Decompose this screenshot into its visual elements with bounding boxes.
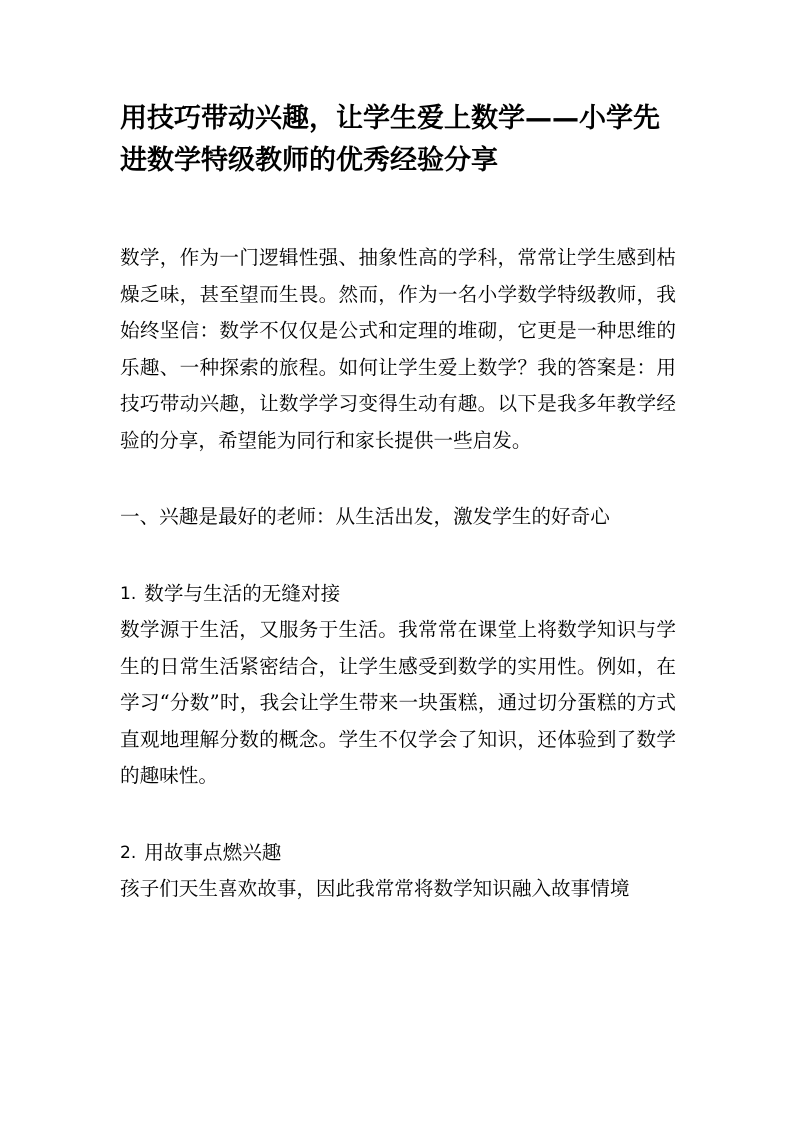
document-title: 用技巧带动兴趣，让学生爱上数学——小学先进数学特级教师的优秀经验分享 <box>120 103 660 176</box>
subsection-title: 用故事点燃兴趣 <box>144 840 282 864</box>
subsection-number: 2. <box>120 842 137 863</box>
document-page <box>120 98 676 908</box>
section-heading: 一、兴趣是最好的老师：从生活出发，激发学生的好奇心 <box>120 505 610 528</box>
subsection-body-1: 数学源于生活，又服务于生活。我常常在课堂上将数学知识与学生的日常生活紧密结合，让学生感受到数学的实用性。例如，在学习“分数”时，我会让学生带来一块蛋糕，通过切分蛋糕的方式直观地理解分数的概念。学生不仅学会了知识，还体验到了数学的趣味性。 <box>120 618 676 787</box>
subsection-number: 1. <box>120 583 137 604</box>
subsection-title: 数学与生活的无缝对接 <box>144 581 341 605</box>
intro-paragraph: 数学，作为一门逻辑性强、抽象性高的学科，常常让学生感到枯燥乏味，甚至望而生畏。然而，作为一名小学数学特级教师，我始终坚信：数学不仅仅是公式和定理的堆砌，它更是一种思维的乐趣、一种探索的旅程。如何让学生爱上数学？我的答案是：用技巧带动兴趣，让数学学习变得生动有趣。以下是我多年教学经验的分享，希望能为同行和家长提供一些启发。 <box>120 246 676 452</box>
subsection-body-2: 孩子们天生喜欢故事，因此我常常将数学知识融入故事情境 <box>120 877 630 900</box>
subsection-heading-2 <box>120 835 676 872</box>
subsection-heading-1 <box>120 576 676 613</box>
